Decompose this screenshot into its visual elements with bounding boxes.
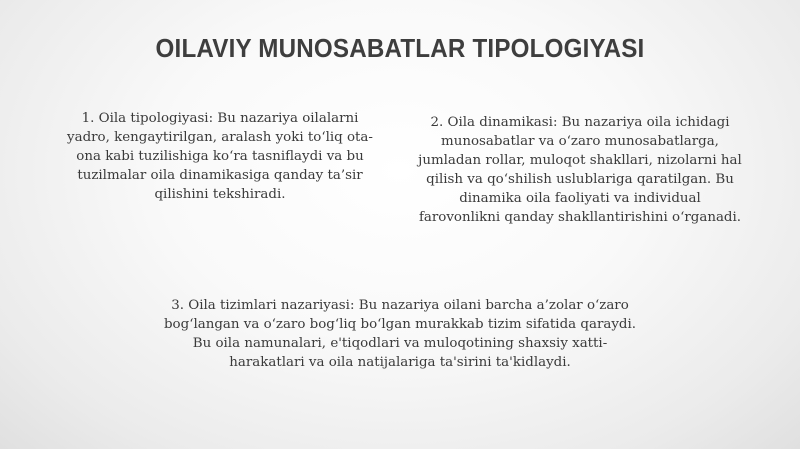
paragraph-line: harakatlari va oila natijalariga ta'sirini ta'kidlaydi. bbox=[229, 355, 571, 370]
paragraph-line: ona kabi tuzilishiga ko‘ra tasniflaydi va bu bbox=[76, 149, 364, 164]
paragraph-line: tuzilmalar oila dinamikasiga qanday ta’sir bbox=[77, 168, 363, 183]
paragraph-family-systems-theory bbox=[140, 296, 660, 372]
paragraph-line: qilishini tekshiradi. bbox=[154, 187, 286, 202]
paragraph-line: 1. Oila tipologiyasi: Bu nazariya oilalarni bbox=[81, 111, 359, 126]
paragraph-line: bog‘langan va o‘zaro bog‘liq bo‘lgan murakkab tizim sifatida qaraydi. bbox=[163, 317, 637, 332]
paragraph-line: 2. Oila dinamikasi: Bu nazariya oila ichidagi bbox=[430, 115, 730, 130]
paragraph-line: qilish va qo‘shilish uslublariga qaratilgan. Bu bbox=[426, 172, 734, 187]
paragraph-line: munosabatlar va o‘zaro munosabatlarga, bbox=[441, 134, 719, 149]
paragraph-line: Bu oila namunalari, e'tiqodlari va muloqotining shaxsiy xatti- bbox=[192, 336, 608, 351]
slide-title: OILAVIY MUNOSABATLAR TIPOLOGIYASI bbox=[155, 33, 645, 63]
paragraph-line: 3. Oila tizimlari nazariyasi: Bu nazariya oilani barcha a’zolar o‘zaro bbox=[171, 298, 629, 313]
paragraph-line: jumladan rollar, muloqot shakllari, nizolarni hal bbox=[418, 153, 742, 168]
paragraph-family-typology bbox=[30, 109, 410, 204]
paragraph-line: farovonlikni qanday shakllantirishini o‘rganadi. bbox=[418, 210, 742, 225]
paragraph-line: dinamika oila faoliyati va individual bbox=[459, 191, 701, 206]
paragraph-family-dynamics bbox=[390, 113, 770, 227]
paragraph-line: yadro, kengaytirilgan, aralash yoki to‘liq ota- bbox=[67, 130, 373, 145]
